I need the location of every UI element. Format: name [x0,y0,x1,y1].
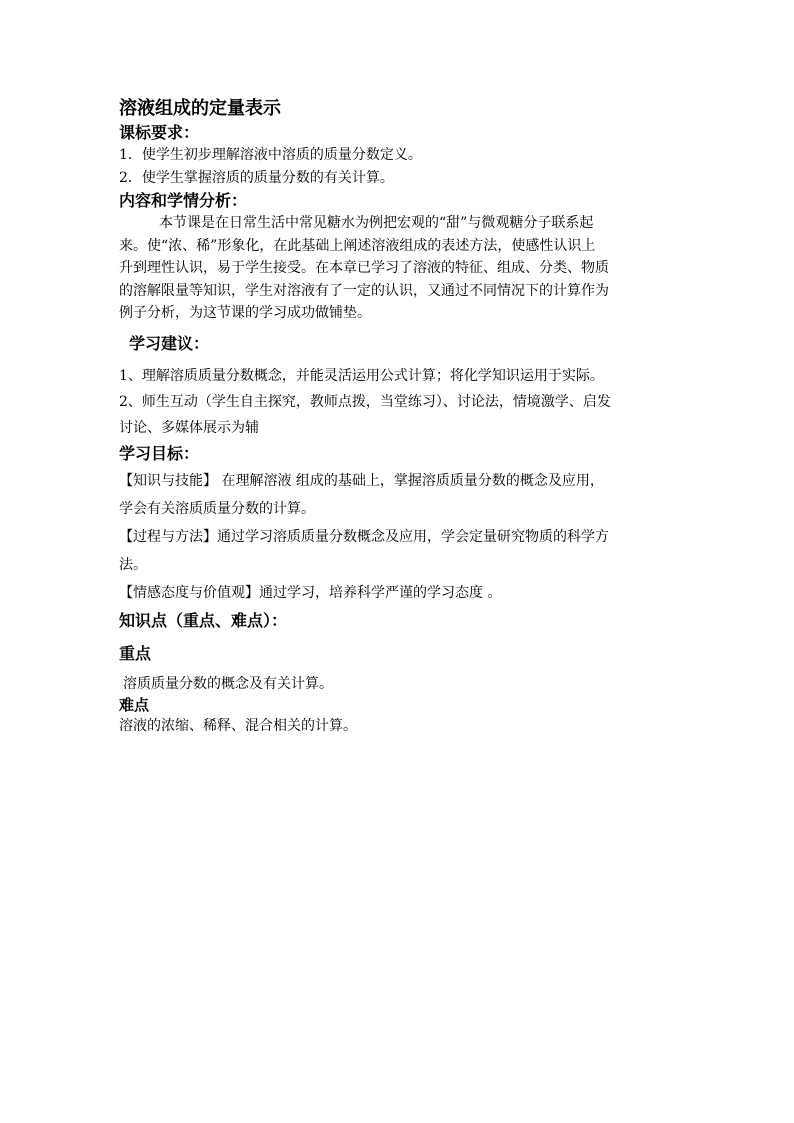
objective-line: 【情感态度与价值观】通过学习，培养科学严谨的学习态度 。 [119,584,502,601]
objectives-heading: 学习目标： [119,443,200,463]
suggestion-line: 讨论、多媒体展示为辅 [119,419,259,436]
analysis-line: 升到理性认识，易于学生接受。在本章已学习了溶液的特征、组成、分类、物质 [119,260,609,276]
difficult-point-heading: 难点 [119,695,150,714]
document-body [119,96,679,737]
objective-line: 【过程与方法】通过学习溶质质量分数概念及应用，学会定量研究物质的科学方 [119,528,609,545]
key-point-text: 溶质质量分数的概念及有关计算。 [123,675,333,692]
document-title: 溶液组成的定量表示 [119,98,281,119]
analysis-heading: 内容和学情分析： [119,191,248,210]
objective-line: 学会有关溶质质量分数的计算。 [119,500,315,517]
analysis-line: 例子分析，为这节课的学习成功做铺垫。 [119,305,371,321]
analysis-line: 来。使“浓、稀”形象化，在此基础上阐述溶液组成的表述方法，使感性认识上 [119,237,596,254]
objective-line: 【知识与技能】 在理解溶液 组成的基础上，掌握溶质质量分数的概念及应用， [119,472,604,489]
analysis-line: 本节课是在日常生活中常见糖水为例把宏观的“甜”与微观糖分子联系起 [159,215,594,231]
suggestion-line: 1、理解溶质质量分数概念，并能灵活运用公式计算；将化学知识运用于实际。 [119,367,604,384]
difficult-point-text: 溶液的浓缩、稀释、混合相关的计算。 [119,717,357,734]
curriculum-item: 2．使学生掌握溶质的质量分数的有关计算。 [119,170,394,186]
analysis-line: 的溶解限量等知识，学生对溶液有了一定的认识，又通过不同情况下的计算作为 [119,282,609,299]
suggestion-line: 2、师生互动（学生自主探究，教师点拨，当堂练习）、讨论法，情境激学、启发 [119,393,611,410]
curriculum-item: 1．使学生初步理解溶液中溶质的质量分数定义。 [119,147,422,163]
knowledge-heading: 知识点（重点、难点）： [119,610,288,630]
objective-line: 法。 [119,556,147,573]
curriculum-heading: 课标要求： [119,123,200,142]
suggestions-heading: 学习建议： [129,333,210,353]
key-point-heading: 重点 [119,643,152,663]
